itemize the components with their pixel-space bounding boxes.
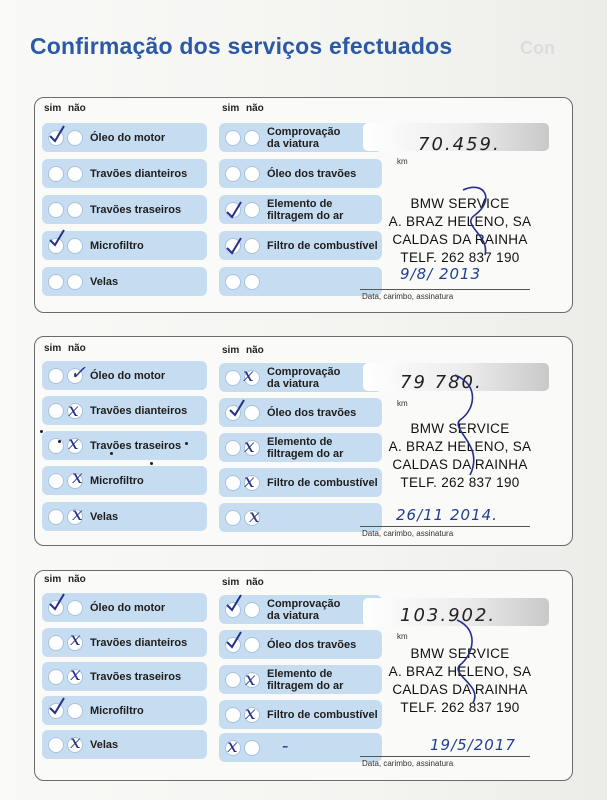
header-sim: sim — [222, 103, 240, 114]
bleed-through-text: Con — [520, 38, 555, 58]
stamp-line: CALDAS DA RAINHA — [392, 457, 528, 472]
checkbox-travoes-dianteiros[interactable] — [42, 159, 207, 188]
signature-line — [360, 526, 530, 527]
checkbox-sim[interactable] — [225, 370, 241, 386]
ink-speck — [40, 430, 43, 433]
checkbox-nao[interactable] — [244, 166, 260, 182]
checkbox-nao[interactable] — [67, 600, 83, 616]
checkbox-velas[interactable] — [42, 730, 207, 759]
item-label: Travões traseiros — [90, 203, 182, 216]
stamp-line: A. BRAZ HELENO, SA — [388, 214, 532, 229]
checkbox-sim[interactable] — [48, 737, 64, 753]
checkbox-sim[interactable] — [225, 637, 241, 653]
item-label: Óleo dos travões — [267, 638, 357, 651]
signature-caption: Data, carimbo, assinatura — [362, 759, 454, 768]
checkbox-nao[interactable] — [67, 202, 83, 218]
checkbox-oleo-travoes[interactable] — [219, 398, 382, 427]
checkbox-nao[interactable] — [244, 130, 260, 146]
checkbox-elemento-filtragem[interactable] — [219, 195, 382, 224]
item-label: Elemento de filtragem do ar — [267, 667, 344, 692]
header-nao: não — [246, 577, 264, 588]
checkbox-nao[interactable] — [244, 602, 260, 618]
signature-scribble-icon — [455, 180, 505, 260]
checkbox-sim[interactable] — [48, 509, 64, 525]
checkbox-oleo-motor[interactable] — [42, 361, 207, 390]
stamp-line: TELF. 262 837 190 — [400, 700, 520, 715]
signature-line — [360, 756, 530, 757]
checkbox-nao[interactable] — [244, 405, 260, 421]
checkbox-nao[interactable] — [244, 510, 260, 526]
handwritten-mark-icon: x — [245, 702, 256, 724]
stamp-line: BMW SERVICE — [410, 646, 510, 661]
checkbox-nao[interactable] — [67, 473, 83, 489]
checkbox-travoes-dianteiros[interactable] — [42, 396, 207, 425]
checkbox-nao[interactable] — [244, 274, 260, 290]
checkbox-comprovacao[interactable] — [219, 123, 382, 152]
item-label: Microfiltro — [90, 474, 144, 487]
header-nao: não — [68, 574, 86, 585]
signature-scribble-icon — [445, 370, 495, 480]
checkbox-sim[interactable] — [225, 740, 241, 756]
checkbox-comprovacao[interactable] — [219, 363, 382, 392]
checkbox-sim[interactable] — [225, 130, 241, 146]
ink-speck — [110, 452, 113, 455]
stamp-line: CALDAS DA RAINHA — [392, 682, 528, 697]
header-nao: não — [68, 343, 86, 354]
header-nao: não — [246, 103, 264, 114]
checkbox-microfiltro[interactable] — [42, 466, 207, 495]
item-label: Filtro de combustível — [267, 476, 378, 489]
ink-speck — [185, 442, 188, 445]
header-sim: sim — [222, 577, 240, 588]
signature-scribble-icon — [445, 615, 495, 705]
checkbox-travoes-traseiros[interactable] — [42, 431, 207, 460]
km-unit: km — [397, 632, 408, 641]
km-unit: km — [397, 399, 408, 408]
item-label: Travões traseiros — [90, 439, 182, 452]
checkbox-nao[interactable] — [67, 130, 83, 146]
checkbox-comprovacao[interactable] — [219, 595, 382, 624]
checkbox-nao[interactable] — [244, 202, 260, 218]
checkbox-nao[interactable] — [244, 668, 260, 690]
item-label: Velas — [90, 275, 119, 288]
checkbox-sim[interactable] — [225, 510, 241, 526]
checkbox-filtro-combustivel[interactable] — [219, 700, 382, 729]
item-label: Óleo do motor — [90, 369, 166, 382]
checkbox-sim[interactable] — [48, 438, 64, 454]
signature-caption: Data, carimbo, assinatura — [362, 292, 454, 301]
checkbox-microfiltro[interactable] — [42, 231, 207, 260]
item-label: Velas — [90, 510, 119, 523]
handwritten-dash-icon: - — [282, 735, 289, 757]
km-value: 70.459. — [418, 134, 501, 155]
checkbox-elemento-filtragem[interactable] — [219, 433, 382, 462]
checkbox-elemento-filtragem[interactable] — [219, 665, 382, 694]
checkbox-nao[interactable] — [244, 475, 260, 491]
checkbox-sim[interactable] — [225, 672, 241, 688]
checkbox-filtro-combustivel[interactable] — [219, 468, 382, 497]
checkbox-sim[interactable] — [48, 368, 64, 384]
item-label: Filtro de combustível — [267, 239, 378, 252]
header-nao: não — [68, 103, 86, 114]
checkbox-sim[interactable] — [48, 669, 64, 685]
checkbox-travoes-traseiros[interactable] — [42, 662, 207, 691]
checkbox-sim[interactable] — [48, 238, 64, 254]
header-sim: sim — [44, 343, 62, 354]
checkbox-oleo-motor[interactable] — [42, 123, 207, 152]
item-label: Filtro de combustível — [267, 708, 378, 721]
handwritten-mark-icon: x — [249, 505, 260, 527]
handwritten-mark-icon: x — [68, 399, 79, 421]
checkbox-nao[interactable] — [67, 669, 83, 685]
checkbox-sim[interactable] — [48, 403, 64, 419]
signature-line — [360, 289, 530, 290]
checkbox-sim[interactable] — [225, 475, 241, 491]
checkbox-nao[interactable] — [67, 166, 83, 182]
item-label: Óleo do motor — [90, 601, 166, 614]
handwritten-mark-icon: x — [70, 731, 81, 753]
item-label: Comprovação da viatura — [267, 365, 341, 390]
checkbox-nao[interactable] — [67, 635, 83, 651]
km-unit: km — [397, 157, 408, 166]
service-date: 9/8/ 2013 — [400, 265, 482, 283]
checkbox-nao[interactable] — [244, 370, 260, 386]
handwritten-mark-icon: x — [243, 364, 254, 386]
item-label: Microfiltro — [90, 704, 144, 717]
handwritten-mark-icon: x — [70, 628, 81, 650]
handwritten-mark-icon: x — [72, 466, 83, 488]
handwritten-mark-icon: x — [72, 503, 83, 525]
km-value: 79 780. — [400, 372, 483, 393]
checkbox-travoes-traseiros[interactable] — [42, 195, 207, 224]
checkbox-sim[interactable] — [225, 707, 241, 723]
handwritten-mark-icon: x — [70, 663, 81, 685]
checkbox-nao[interactable] — [67, 238, 83, 254]
checkbox-nao[interactable] — [67, 274, 83, 290]
item-label: Óleo do motor — [90, 131, 166, 144]
handwritten-mark-icon: x — [244, 470, 255, 492]
checkbox-sim[interactable] — [48, 600, 64, 616]
stamp-line: CALDAS DA RAINHA — [392, 232, 528, 247]
item-label: Óleo dos travões — [267, 167, 357, 180]
handwritten-mark-icon: x — [68, 432, 79, 454]
item-label: Microfiltro — [90, 239, 144, 252]
checkbox-blank[interactable] — [219, 733, 382, 762]
checkbox-sim[interactable] — [48, 274, 64, 290]
km-value: 103.902. — [400, 605, 497, 626]
stamp-line: TELF. 262 837 190 — [400, 250, 520, 265]
checkbox-nao[interactable] — [67, 368, 83, 384]
header-sim: sim — [44, 574, 62, 585]
item-label: Comprovação da viatura — [267, 597, 341, 622]
item-label: Travões traseiros — [90, 670, 182, 683]
service-date: 26/11 2014. — [396, 506, 498, 524]
checkbox-sim[interactable] — [48, 202, 64, 218]
checkbox-sim[interactable] — [225, 238, 241, 254]
checkbox-nao[interactable] — [67, 438, 83, 454]
header-sim: sim — [44, 103, 62, 114]
checkbox-sim[interactable] — [48, 166, 64, 182]
item-label: Travões dianteiros — [90, 404, 188, 417]
item-label: Elemento de filtragem do ar — [267, 197, 344, 222]
signature-caption: Data, carimbo, assinatura — [362, 529, 454, 538]
checkbox-oleo-motor[interactable] — [42, 593, 207, 622]
checkbox-nao[interactable] — [244, 440, 260, 456]
ink-speck — [150, 462, 153, 465]
checkbox-microfiltro[interactable] — [42, 696, 207, 725]
checkbox-blank[interactable] — [219, 267, 382, 296]
checkbox-travoes-dianteiros[interactable] — [42, 628, 207, 657]
checkbox-nao[interactable] — [244, 707, 260, 723]
stamp-line: A. BRAZ HELENO, SA — [388, 439, 532, 454]
handwritten-mark-icon: ✓ — [70, 362, 86, 384]
checkbox-sim[interactable] — [225, 202, 241, 218]
checkbox-sim[interactable] — [48, 473, 64, 489]
item-label: Comprovação da viatura — [267, 125, 341, 150]
checkbox-oleo-travoes[interactable] — [219, 630, 382, 659]
checkbox-nao[interactable] — [244, 637, 260, 653]
service-date: 19/5/2017 — [430, 736, 516, 754]
checkbox-sim[interactable] — [48, 635, 64, 651]
checkbox-sim[interactable] — [48, 130, 64, 146]
header-sim: sim — [222, 345, 240, 356]
checkbox-velas[interactable] — [42, 267, 207, 296]
checkbox-sim[interactable] — [225, 602, 241, 618]
checkbox-nao[interactable] — [67, 737, 83, 753]
checkbox-sim[interactable] — [225, 440, 241, 456]
checkbox-nao[interactable] — [244, 238, 260, 254]
item-label: Travões dianteiros — [90, 167, 188, 180]
header-nao: não — [246, 345, 264, 356]
checkbox-sim[interactable] — [225, 405, 241, 421]
checkbox-nao[interactable] — [67, 399, 83, 421]
item-label: Travões dianteiros — [90, 636, 188, 649]
checkbox-oleo-travoes[interactable] — [219, 159, 382, 188]
handwritten-mark-icon: x — [245, 668, 256, 690]
handwritten-mark-icon: x — [227, 735, 238, 757]
checkbox-nao[interactable] — [67, 703, 83, 719]
page-title: Confirmação dos serviços efectuados — [30, 33, 453, 59]
checkbox-blank[interactable] — [219, 503, 382, 532]
checkbox-sim[interactable] — [48, 703, 64, 719]
checkbox-sim[interactable] — [225, 166, 241, 182]
item-label: Óleo dos travões — [267, 406, 357, 419]
stamp-line: TELF. 262 837 190 — [400, 475, 520, 490]
checkbox-filtro-combustivel[interactable] — [219, 231, 382, 260]
stamp-line: BMW SERVICE — [410, 196, 510, 211]
stamp-line: BMW SERVICE — [410, 421, 510, 436]
item-label: Elemento de filtragem do ar — [267, 435, 344, 460]
checkbox-velas[interactable] — [42, 502, 207, 531]
item-label: Velas — [90, 738, 119, 751]
checkbox-nao[interactable] — [244, 740, 260, 756]
stamp-line: A. BRAZ HELENO, SA — [388, 664, 532, 679]
ink-speck — [58, 440, 61, 443]
handwritten-mark-icon: x — [244, 435, 255, 457]
checkbox-nao[interactable] — [67, 509, 83, 525]
checkbox-sim[interactable] — [225, 274, 241, 290]
